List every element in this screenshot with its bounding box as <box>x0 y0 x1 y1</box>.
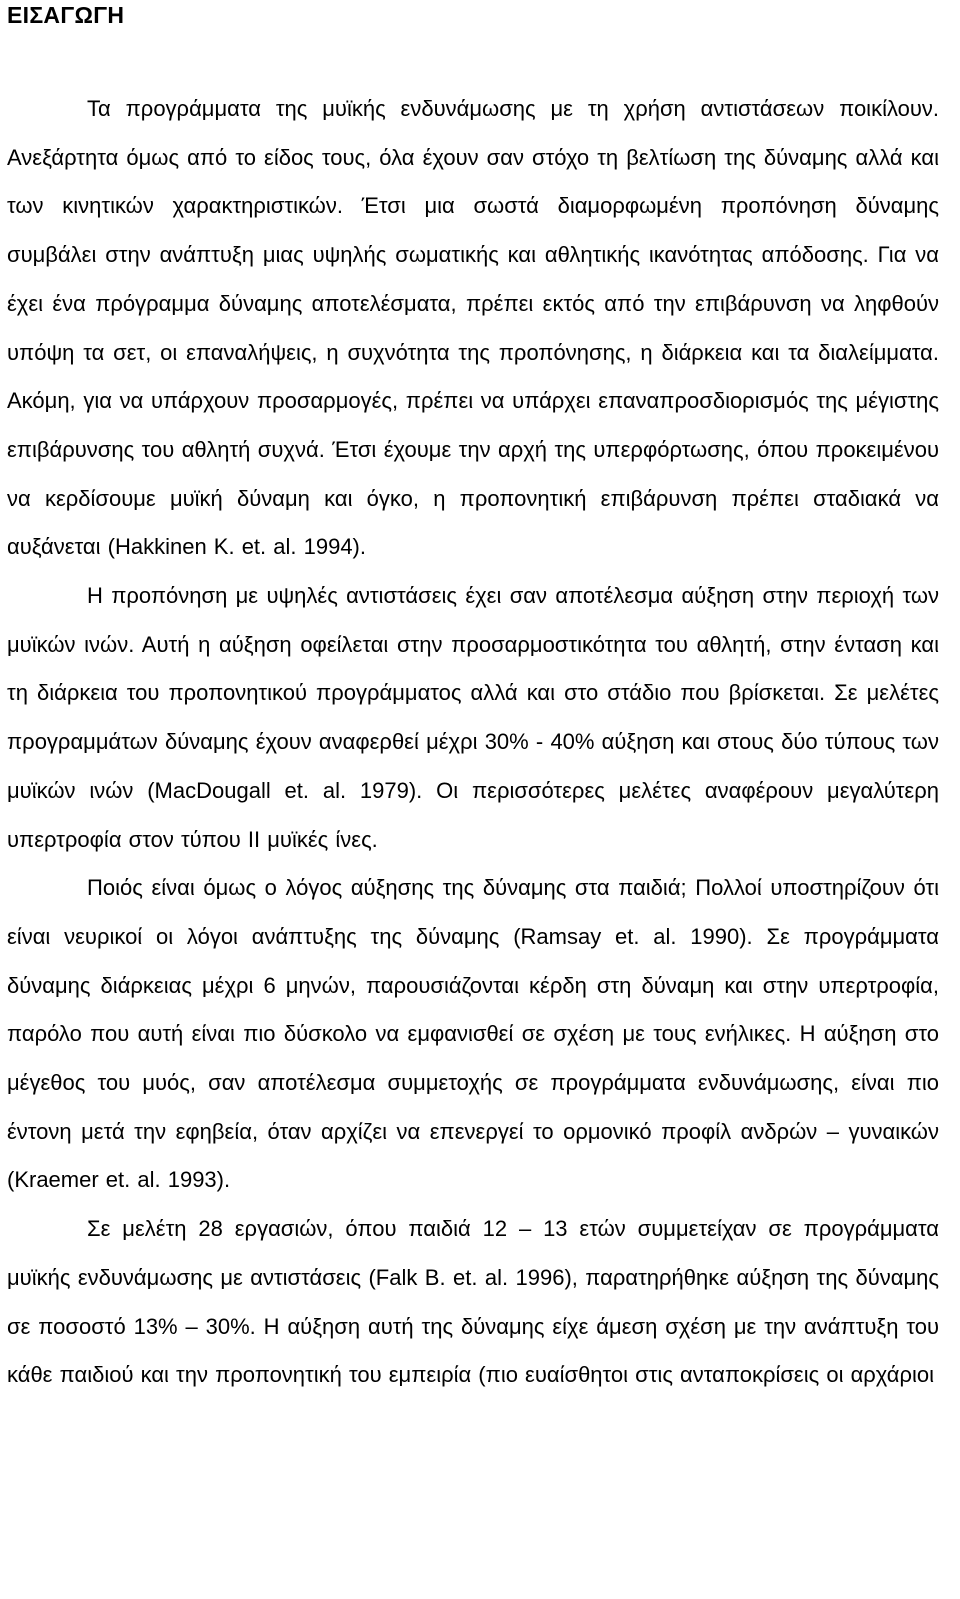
section-heading: ΕΙΣΑΓΩΓΗ <box>7 2 125 28</box>
body-text <box>7 85 939 1400</box>
document-page <box>7 0 939 1388</box>
paragraph-4: Σε μελέτη 28 εργασιών, όπου παιδιά 12 – 13 ετών συμμετείχαν σε προγράμματα μυϊκής ενδυνάμωσης με αντιστάσεις (Falk B. et. al. 1996), παρατηρήθηκε αύξηση της δύναμης σε ποσοστό 13% – 30%. Η αύξηση αυτή της δύναμης είχε άμεση σχέση με την ανάπτυξη του κάθε παιδιού και την προπονητική του εμπειρία (πιο ευαίσθητοι στις ανταποκρίσεις οι αρχάριοι <box>7 1216 939 1388</box>
paragraph-1: Τα προγράμματα της μυϊκής ενδυνάμωσης με τη χρήση αντιστάσεων ποικίλουν. Ανεξάρτητα όμως από το είδος τους, όλα έχουν σαν στόχο τη βελτίωση της δύναμης αλλά και των κινητικών χαρακτηριστικών. Έτσι μια σωστά διαμορφωμένη προπόνηση δύναμης συμβάλει στην ανάπτυξη μιας υψηλής σωματικής και αθλητικής ικανότητας απόδοσης. Για να έχει ένα πρόγραμμα δύναμης αποτελέσματα, πρέπει εκτός από την επιβάρυνση να ληφθούν υπόψη τα σετ, οι επαναλήψεις, η συχνότητα της προπόνησης, η διάρκεια και τα διαλείμματα. Ακόμη, για να υπάρχουν προσαρμογές, πρέπει να υπάρχει επαναπροσδιορισμός της μέγιστης επιβάρυνσης του αθλητή συχνά. Έτσι έχουμε την αρχή της υπερφόρτωσης, όπου προκειμένου να κερδίσουμε μυϊκή δύναμη και όγκο, η προπονητική επιβάρυνση πρέπει σταδιακά να αυξάνεται (Hakkinen K. et. al. 1994). <box>7 96 939 560</box>
paragraph-3: Ποιός είναι όμως ο λόγος αύξησης της δύναμης στα παιδιά; Πολλοί υποστηρίζουν ότι είναι νευρικοί οι λόγοι ανάπτυξης της δύναμης (Ramsay et. al. 1990). Σε προγράμματα δύναμης διάρκειας μέχρι 6 μηνών, παρουσιάζονται κέρδη στη δύναμη και στην υπερτροφία, παρόλο που αυτή είναι πιο δύσκολο να εμφανισθεί σε σχέση με τους ενήλικες. Η αύξηση στο μέγεθος του μυός, σαν αποτέλεσμα συμμετοχής σε προγράμματα ενδυνάμωσης, είναι πιο έντονη μετά την εφηβεία, όταν αρχίζει να επενεργεί το ορμονικό προφίλ ανδρών – γυναικών (Kraemer et. al. 1993). <box>7 875 939 1193</box>
paragraph-2: Η προπόνηση με υψηλές αντιστάσεις έχει σαν αποτέλεσμα αύξηση στην περιοχή των μυϊκών ινών. Αυτή η αύξηση οφείλεται στην προσαρμοστικότητα του αθλητή, στην ένταση και τη διάρκεια του προπονητικού προγράμματος αλλά και στο στάδιο που βρίσκεται. Σε μελέτες προγραμμάτων δύναμης έχουν αναφερθεί μέχρι 30% - 40% αύξηση και στους δύο τύπους των μυϊκών ινών (MacDougall et. al. 1979). Οι περισσότερες μελέτες αναφέρουν μεγαλύτερη υπερτροφία στον τύπου ΙΙ μυϊκές ίνες. <box>7 583 939 852</box>
